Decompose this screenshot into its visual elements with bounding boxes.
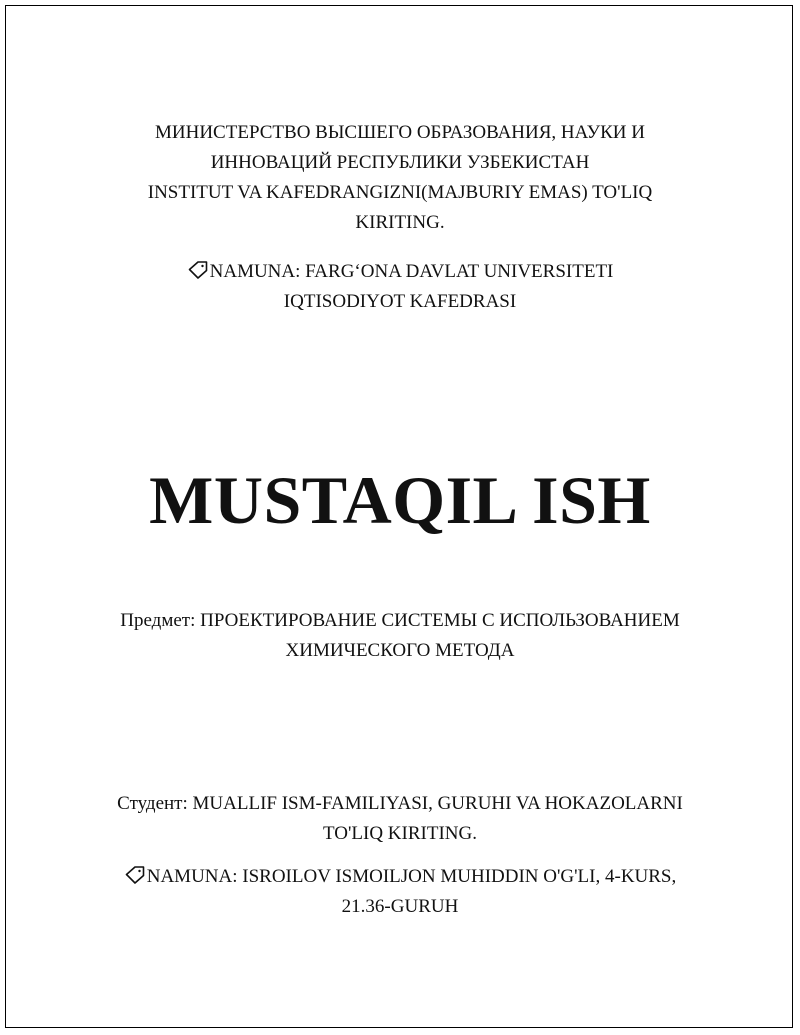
student-example <box>0 862 800 922</box>
header-line-2: ИННОВАЦИЙ РЕСПУБЛИКИ УЗБЕКИСТАН <box>210 152 590 173</box>
institute-example <box>0 257 800 317</box>
student-block <box>0 789 800 849</box>
subject-line-1: Предмет: ПРОЕКТИРОВАНИЕ СИСТЕМЫ С ИСПОЛЬЗОВАНИЕМ <box>120 610 680 631</box>
institute-example-line-1: NAMUNA: FARG‘ONA DAVLAT UNIVERSITETI <box>0 257 800 287</box>
tag-icon <box>124 865 146 885</box>
student-line-2: TO'LIQ KIRITING. <box>323 823 477 844</box>
page-title: MUSTAQIL ISH <box>149 462 651 538</box>
subject-block <box>0 606 800 666</box>
student-example-line-2: 21.36-GURUH <box>341 896 459 917</box>
header-line-1: МИНИСТЕРСТВО ВЫСШЕГО ОБРАЗОВАНИЯ, НАУКИ И <box>155 122 645 143</box>
tag-icon <box>187 260 209 280</box>
student-example-line-1: NAMUNA: ISROILOV ISMOILJON MUHIDDIN O'G'LI, 4-KURS, <box>0 862 800 892</box>
institute-example-line-2: IQTISODIYOT KAFEDRASI <box>283 291 517 312</box>
subject-line-2: ХИМИЧЕСКОГО МЕТОДА <box>285 640 515 661</box>
header-line-3: INSTITUT VA KAFEDRANGIZNI(MAJBURIY EMAS) TO'LIQ <box>147 182 653 203</box>
header-line-4: KIRITING. <box>355 212 445 233</box>
ministry-header <box>0 118 800 238</box>
student-line-1: Студент: MUALLIF ISM-FAMILIYASI, GURUHI VA HOKAZOLARNI <box>117 793 683 814</box>
